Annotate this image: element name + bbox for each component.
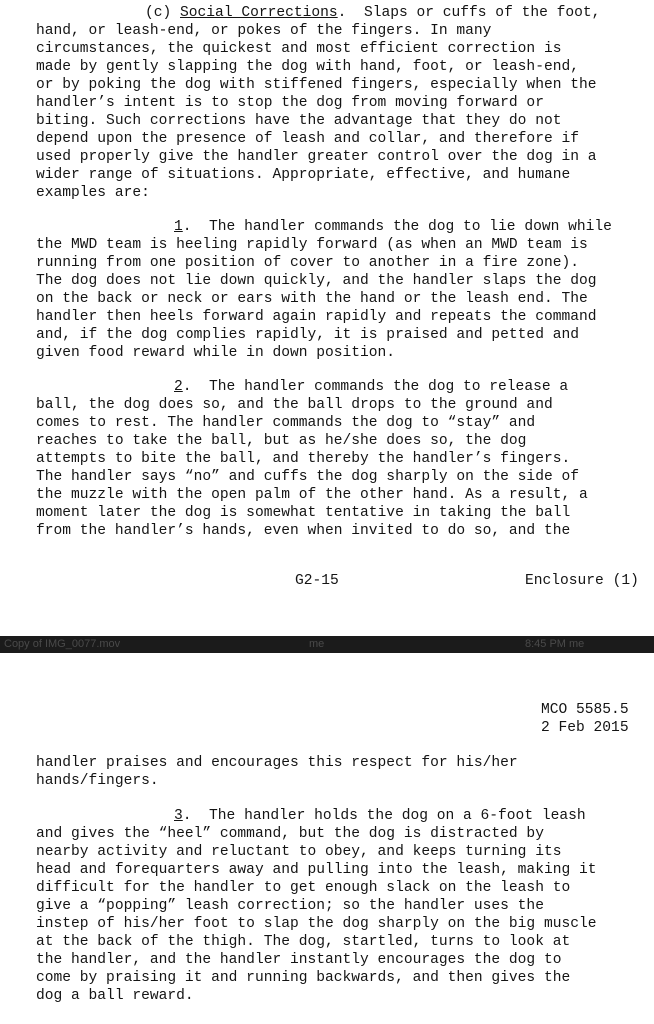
example-1-line: handler then heels forward again rapidly and repeats the command (36, 309, 597, 325)
enclosure-label: Enclosure (1) (525, 573, 639, 589)
example-3-line: nearby activity and reluctant to obey, and keeps turning its (36, 844, 562, 860)
example-2-line: moment later the dog is somewhat tentative in taking the ball (36, 505, 571, 521)
example-1-line: and, if the dog complies rapidly, it is praised and petted and (36, 327, 579, 343)
video-timestamp: 8:45 PM me (525, 638, 585, 650)
example-3-line: head and forequarters away and pulling into the leash, making it (36, 862, 597, 878)
page-number: G2-15 (295, 573, 339, 589)
continuation-line: handler praises and encourages this respect for his/her (36, 755, 518, 771)
example-2-number: 2 (174, 379, 183, 395)
example-2-line: from the handler’s hands, even when invited to do so, and the (36, 523, 571, 539)
intro-first-line-text: . Slaps or cuffs of the foot, (337, 5, 601, 21)
example-2-line: comes to rest. The handler commands the dog to “stay” and (36, 415, 536, 431)
intro-line: or by poking the dog with stiffened fingers, especially when the (36, 77, 597, 93)
video-filename: Copy of IMG_0077.mov (4, 638, 121, 650)
intro-line: wider range of situations. Appropriate, effective, and humane (36, 167, 571, 183)
example-3-line: at the back of the thigh. The dog, startled, turns to look at (36, 934, 571, 950)
continuation-line: hands/fingers. (36, 773, 159, 789)
example-2-line: the muzzle with the open palm of the other hand. As a result, a (36, 487, 588, 503)
example-1-first-line (174, 218, 612, 236)
example-1-line: given food reward while in down position. (36, 345, 396, 361)
example-1-number: 1 (174, 219, 183, 235)
example-3-line: dog a ball reward. (36, 988, 194, 1004)
example-3-line: the handler, and the handler instantly encourages the dog to (36, 952, 562, 968)
example-1-line: on the back or neck or ears with the hand or the leash end. The (36, 291, 588, 307)
intro-line: biting. Such corrections have the advantage that they do not (36, 113, 562, 129)
intro-first-line (145, 4, 600, 22)
video-caption-bar (0, 636, 654, 653)
section-heading: Social Corrections (180, 5, 338, 21)
example-2-line: reaches to take the ball, but as he/she does so, the dog (36, 433, 527, 449)
example-1-line: running from one position of cover to another in a fire zone). (36, 255, 579, 271)
order-number: MCO 5585.5 (541, 702, 629, 718)
example-1-line: the MWD team is heeling rapidly forward (as when an MWD team is (36, 237, 588, 253)
intro-line: hand, or leash-end, or pokes of the fingers. In many (36, 23, 492, 39)
example-3-line: come by praising it and running backwards, and then gives the (36, 970, 571, 986)
intro-label: (c) (145, 5, 181, 21)
order-date: 2 Feb 2015 (541, 720, 629, 736)
example-2-first-line-text: . The handler commands the dog to release a (182, 379, 569, 395)
intro-line: handler’s intent is to stop the dog from moving forward or (36, 95, 544, 111)
example-3-line: instep of his/her foot to slap the dog sharply on the big muscle (36, 916, 597, 932)
intro-line: circumstances, the quickest and most efficient correction is (36, 41, 562, 57)
page-2 (0, 653, 654, 1024)
video-sender: me (309, 638, 325, 650)
example-3-line: give a “popping” leash correction; so the handler uses the (36, 898, 544, 914)
example-2-first-line (174, 378, 568, 396)
example-3-first-line-text: . The handler holds the dog on a 6-foot leash (182, 808, 586, 824)
example-2-line: ball, the dog does so, and the ball drops to the ground and (36, 397, 553, 413)
example-2-line: The handler says “no” and cuffs the dog sharply on the side of (36, 469, 579, 485)
intro-line: made by gently slapping the dog with hand, foot, or leash-end, (36, 59, 579, 75)
intro-line: used properly give the handler greater control over the dog in a (36, 149, 597, 165)
intro-line: examples are: (36, 185, 150, 201)
example-1-first-line-text: . The handler commands the dog to lie down while (182, 219, 612, 235)
intro-line: depend upon the presence of leash and collar, and therefore if (36, 131, 579, 147)
example-3-first-line (174, 807, 586, 825)
example-3-number: 3 (174, 808, 183, 824)
example-3-line: difficult for the handler to get enough slack on the leash to (36, 880, 571, 896)
example-3-line: and gives the “heel” command, but the dog is distracted by (36, 826, 544, 842)
example-1-line: The dog does not lie down quickly, and the handler slaps the dog (36, 273, 597, 289)
example-2-line: attempts to bite the ball, and thereby the handler’s fingers. (36, 451, 571, 467)
